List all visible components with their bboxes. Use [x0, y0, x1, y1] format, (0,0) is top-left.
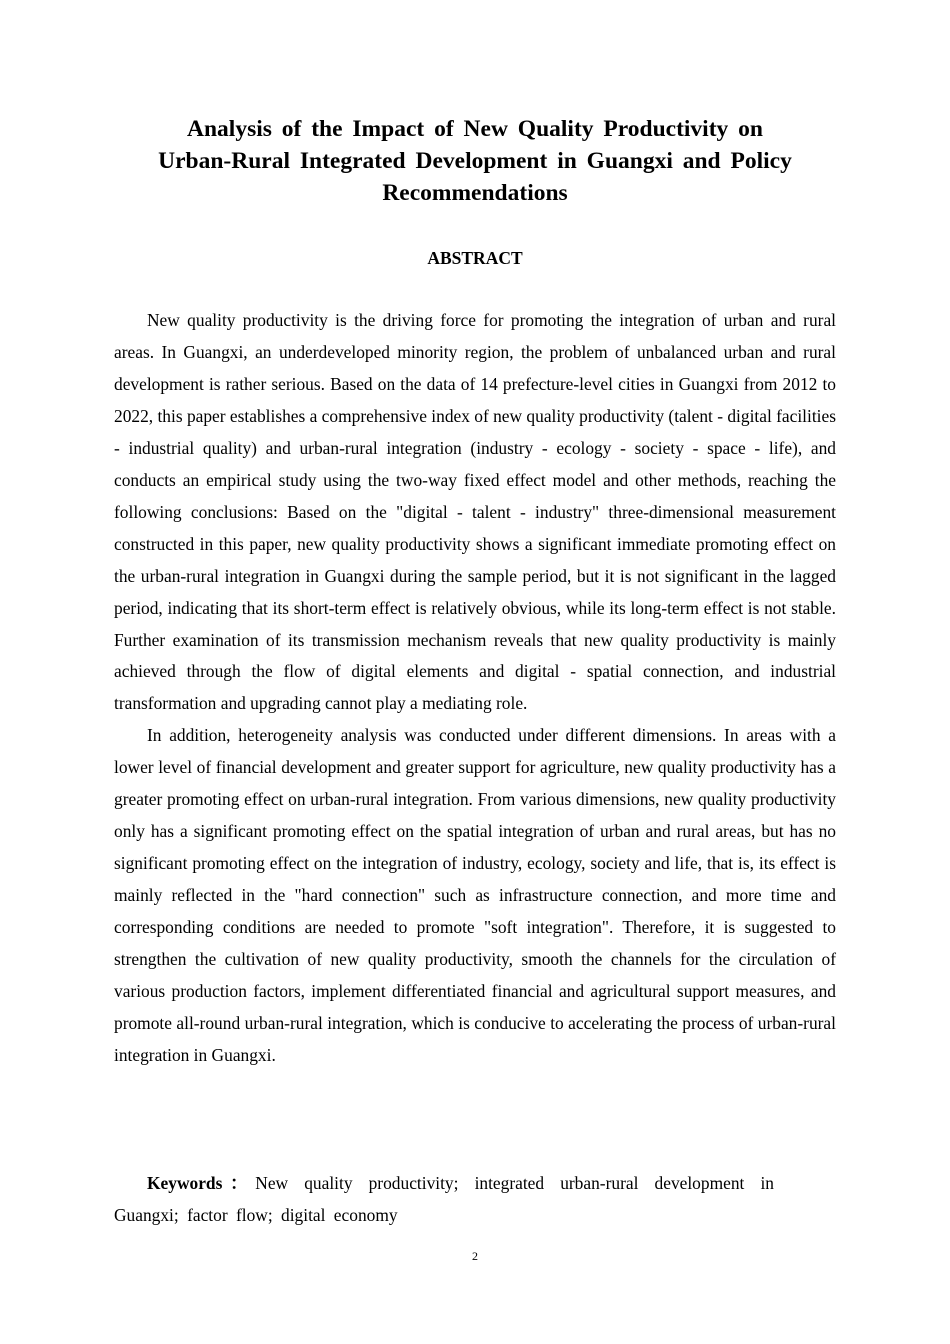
paper-title-line-3: Recommendations — [382, 180, 568, 206]
abstract-heading: ABSTRACT — [427, 248, 523, 268]
keywords-text: New quality productivity; integrated urban-rural development in Guangxi; factor flow; digital economy — [114, 1173, 774, 1225]
paper-title-line-2: Urban-Rural Integrated Development in Guangxi and Policy — [158, 148, 792, 174]
keywords-line — [114, 1168, 774, 1231]
paper-title-line-1: Analysis of the Impact of New Quality Productivity on — [187, 116, 763, 142]
abstract-paragraph-2: In addition, heterogeneity analysis was conducted under different dimensions. In areas with a lower level of financial development and greater support for agriculture, new quality productivity has a greater promoting effect on urban-rural integration. From various dimensions, new quality productivity only has a significant promoting effect on the spatial integration of urban and rural areas, but has no significant promoting effect on the integration of industry, ecology, society and life, that is, its effect is mainly reflected in the "hard connection" such as infrastructure connection, and more time and corresponding conditions are needed to promote "soft integration". Therefore, it is suggested to strengthen the cultivation of new quality productivity, smooth the channels for the circulation of various production factors, implement differentiated financial and agricultural support measures, and promote all-round urban-rural integration, which is conducive to accelerating the process of urban-rural integration in Guangxi. — [114, 725, 836, 1065]
abstract-paragraph-1: New quality productivity is the driving force for promoting the integration of urban and rural areas. In Guangxi, an underdeveloped minority region, the problem of unbalanced urban and rural development is rather serious. Based on the data of 14 prefecture-level cities in Guangxi from 2012 to 2022, this paper establishes a comprehensive index of new quality productivity (talent - digital facilities - industrial quality) and urban-rural integration (industry - ecology - society - space - life), and conducts an empirical study using the two-way fixed effect model and other methods, reaching the following conclusions: Based on the "digital - talent - industry" three-dimensional measurement constructed in this paper, new quality productivity shows a significant immediate promoting effect on the urban-rural integration in Guangxi during the sample period, but it is not significant in the lagged period, indicating that its short-term effect is relatively obvious, while its long-term effect is not stable. Further examination of its transmission mechanism reveals that new quality productivity is mainly achieved through the flow of digital elements and digital - spatial connection, and industrial transformation and upgrading cannot play a mediating role. — [114, 310, 837, 714]
paper-title — [114, 113, 836, 209]
abstract-body — [114, 305, 836, 1072]
keywords-label: Keywords： — [147, 1173, 256, 1193]
page-number: 2 — [472, 1249, 478, 1263]
